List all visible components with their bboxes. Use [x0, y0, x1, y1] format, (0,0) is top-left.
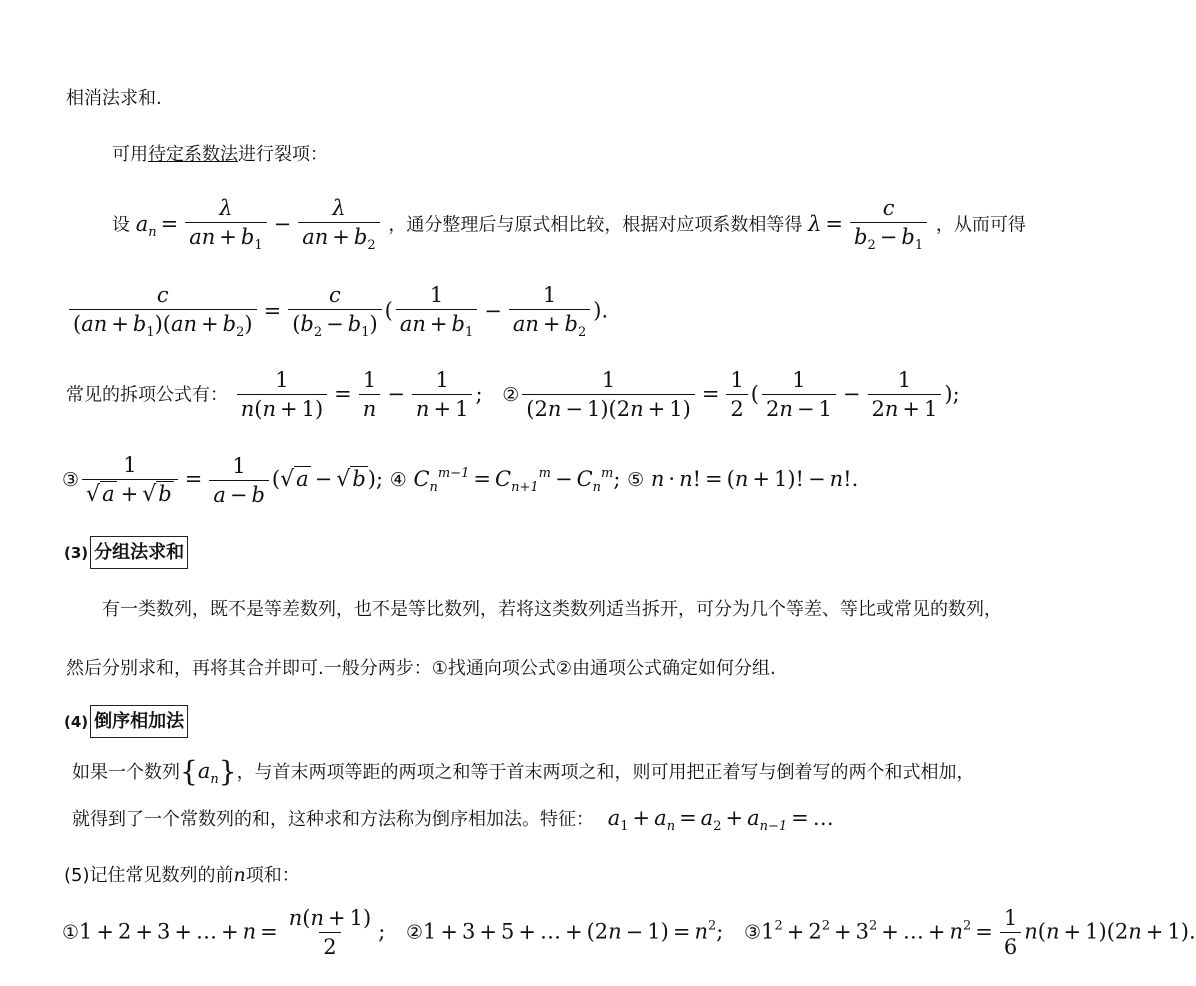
text-line-2 [112, 146, 328, 164]
section-4-para-2 [72, 808, 834, 833]
text-line-1: 相消法求和. [66, 88, 162, 109]
section-4-title: 倒序相加法 [90, 705, 188, 738]
text-s4-p2: 就得到了一个常数列的和，这种求和方法称为倒序相加法。特征： [72, 809, 594, 830]
math-sequence-an: $\{a_n\}$ [180, 755, 237, 788]
section-3-para-1: 有一类数列，既不是等差数列，也不是等比数列，若将这类数列适当拆开，可分为几个等差、等比或常见的数列， [102, 599, 1002, 620]
text-s4-p1a: 如果一个数列 [72, 762, 180, 783]
text-l2-post: 进行裂项： [238, 144, 328, 165]
section-4-heading [64, 713, 188, 731]
math-reverse-feature: $a_1 + a_n = a_2 + a_{n-1}$ = … [607, 806, 834, 834]
section-3-para-2: 然后分别求和，再将其合并即可.一般分两步：①找通向项公式②由通项公式确定如何分组. [66, 658, 776, 679]
formula-line-6: ③ $\frac{1}{√a + √b}$ = $\frac{1}{a - b}$ (√a − √b); ④ $C_n^{m-1} = C_{n+1}^m - C_n^m$; ⑤ n · n! = (n + 1)! − n!. [62, 453, 859, 507]
text-s5-n: n [233, 864, 246, 886]
formula-line-4: $\frac{c}{(an + b_1)(an + b_2)}$ = $\frac{c}{(b_2 - b_1)}$ ( $\frac{1}{an + b_1}$ − $\frac{1}{an + b_2}$ ). [66, 285, 608, 339]
math-an-split: $a_n$ = $\frac{\lambda}{an + b_1}$ − $\frac{\lambda}{an + b_2}$ [136, 212, 383, 236]
section-3-number: (3) [64, 544, 89, 562]
math-split-2: ② $\frac{1}{(2n - 1)(2n + 1)}$ = $\frac{1}{2}$ ( $\frac{1}{2n - 1}$ − $\frac{1}{2n + 1}$ ); [502, 368, 960, 421]
text-l5-label: 常见的拆项公式有： [66, 384, 228, 406]
section-3-heading [64, 544, 188, 562]
text-l3-b: ，通分整理后与原式相比较，根据对应项系数相等得 [388, 214, 803, 236]
text-l2-pre: 可用 [112, 144, 148, 165]
formula-line-5 [66, 370, 960, 420]
text-s5-pre: (5)记住常见数列的前 [64, 865, 234, 886]
text-l3-a: 设 [112, 214, 130, 236]
section-3-title: 分组法求和 [90, 536, 188, 569]
section-4-number: (4) [64, 713, 89, 731]
text-l2-underlined: 待定系数法 [148, 144, 238, 165]
section-5-heading [64, 866, 300, 885]
math-split-1: $\frac{1}{n(n + 1)}$ = $\frac{1}{n}$ − $\frac{1}{n + 1}$ ; [234, 382, 483, 406]
section-4-para-1 [72, 755, 975, 788]
text-s5-post: 项和： [245, 865, 300, 886]
text-s4-p1b: ，与首末两项等距的两项之和等于首末两项之和，则可用把正着写与倒着写的两个和式相加， [236, 762, 975, 783]
formula-sums: ①1 + 2 + 3 + … + n = $\frac{n(n + 1)}{2}$ ; ②1 + 3 + 5 + … + $(2n - 1) = n^2$; $③1^2 + 2^2 + 3^2$ + … + $n^2$ = $\frac{1}{6}$ n(n + 1)(2n + 1). [62, 906, 1196, 959]
formula-line-3 [112, 198, 1026, 252]
math-lambda: λ = $\frac{c}{b_2 - b_1}$ [808, 212, 930, 236]
text-l3-c: ，从而可得 [935, 214, 1026, 236]
